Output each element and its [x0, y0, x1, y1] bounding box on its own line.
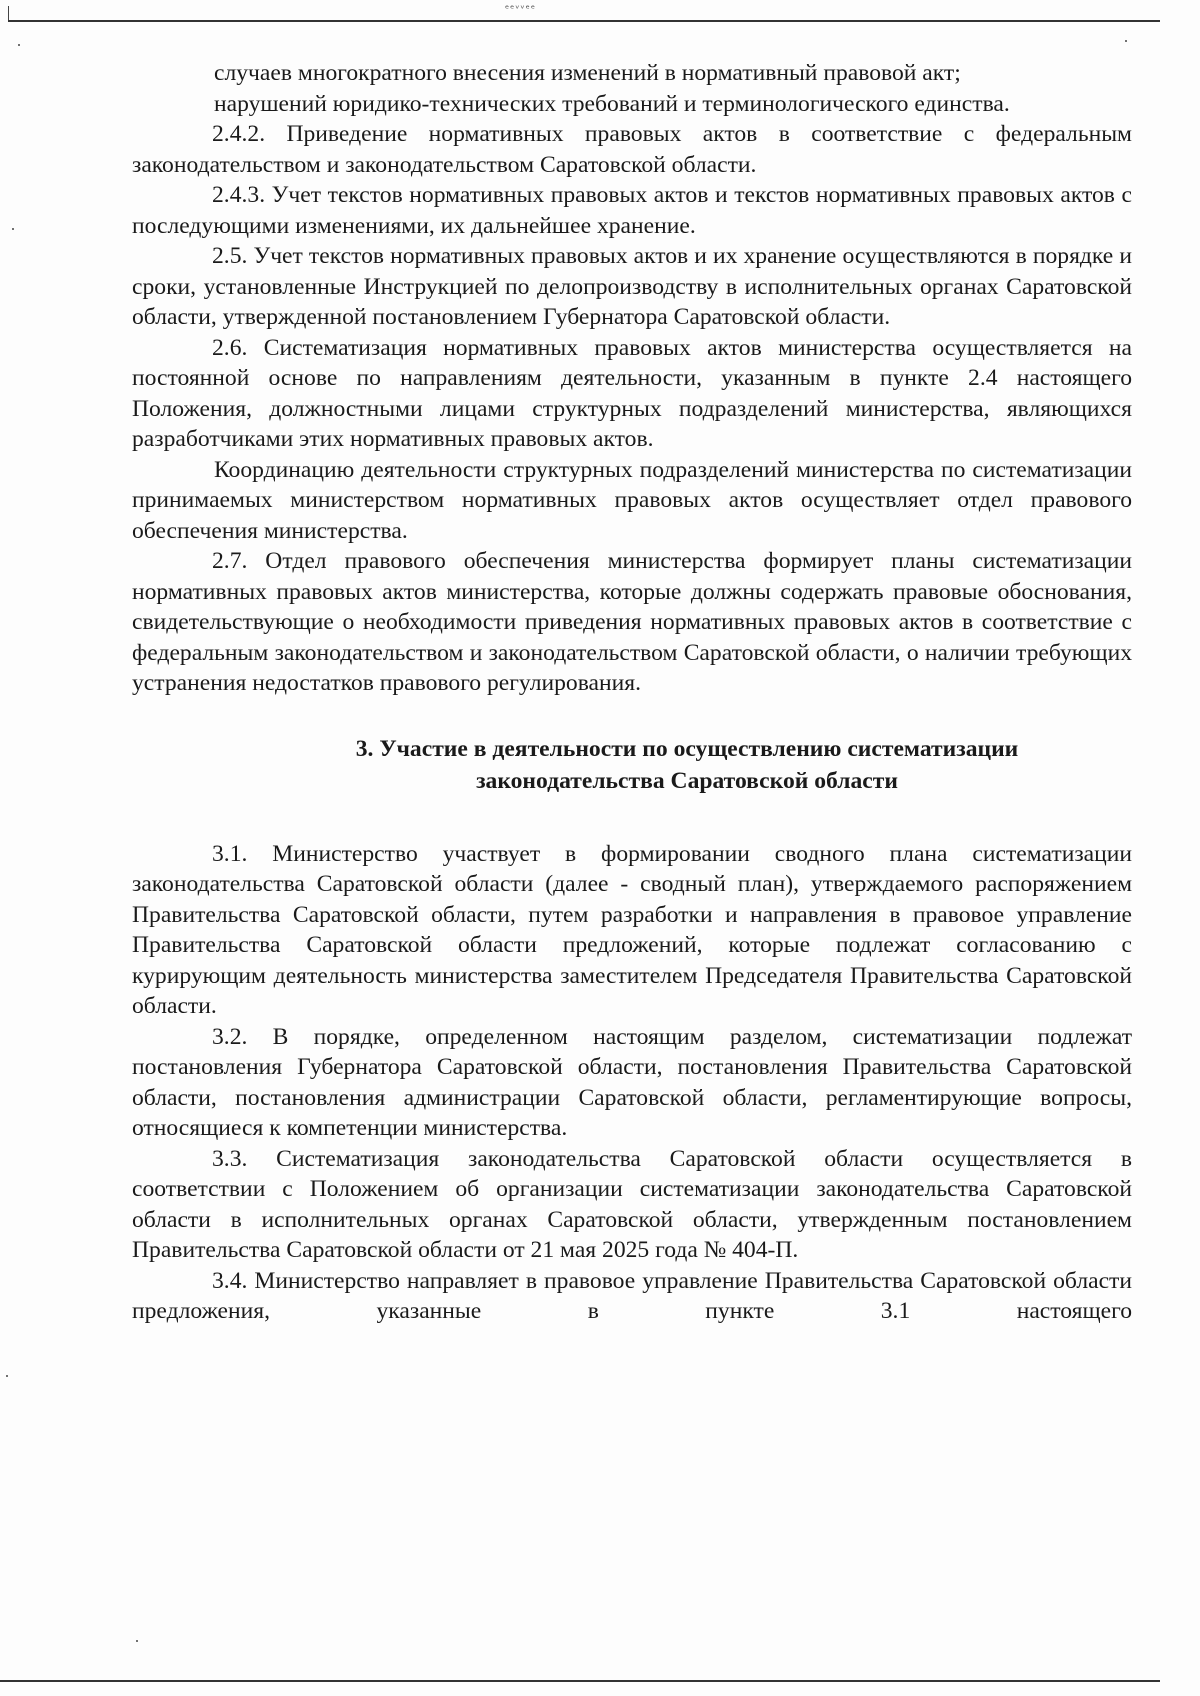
scan-speck — [1125, 40, 1127, 42]
paragraph-list-item: нарушений юридико-технических требований и терминологического единства. — [214, 90, 1010, 117]
scan-speck — [136, 1640, 138, 1642]
paragraph-item-2-5: 2.5. Учет текстов нормативных правовых актов и их хранение осуществляются в порядке и сроки, установленные Инструкцией по делопроизводству в исполнительных органах Саратовской области, утвержденной постановлением Губернатора Саратовской области. — [132, 243, 1132, 330]
scan-speck — [6, 1375, 8, 1377]
paragraph-item-3-4: 3.4. Министерство направляет в правовое управление Правительства Саратовской области предложения, указанные в пункте 3.1 настоящего — [132, 1267, 1132, 1324]
paragraph-item-2-4-3: 2.4.3. Учет текстов нормативных правовых актов и текстов нормативных правовых актов с последующими изменениями, их дальнейшее хранение. — [132, 182, 1132, 239]
document-body — [132, 58, 1132, 1327]
header-mark: ᵉᵉᵛᵛᵉᵉ — [505, 4, 537, 15]
paragraph-item-2-7: 2.7. Отдел правового обеспечения министерства формирует планы систематизации нормативных правовых актов министерства, которые должны содержать правовые обоснования, свидетельствующие о необходимости приведения нормативных правовых актов в соответствие с федеральным законодательством и законодательством Саратовской области, о наличии требующих устранения недостатков правового регулирования. — [132, 548, 1132, 696]
top-border-line — [8, 20, 1160, 22]
bottom-border-line — [0, 1680, 1160, 1682]
scan-speck — [12, 228, 14, 230]
section-heading-line2: законодательства Саратовской области — [476, 767, 898, 794]
section-heading — [132, 733, 1132, 797]
paragraph-item-2-6: 2.6. Систематизация нормативных правовых актов министерства осуществляется на постоянной основе по направлениям деятельности, указанным в пункте 2.4 настоящего Положения, должностными лицами структурных подразделений министерства, являющихся разработчиками этих нормативных правовых актов. — [132, 334, 1132, 452]
paragraph-coordination: Координацию деятельности структурных подразделений министерства по систематизации принимаемых министерством нормативных правовых актов осуществляет отдел правового обеспечения министерства. — [132, 456, 1132, 544]
paragraph-item-3-3: 3.3. Систематизация законодательства Саратовской области осуществляется в соответствии с Положением об организации систематизации законодательства Саратовской области в исполнительных органах Саратовской области, утвержденным постановлением Правительства Саратовской области от 21 мая 2025 года № 404-П. — [132, 1145, 1132, 1263]
paragraph-item-2-4-2: 2.4.2. Приведение нормативных правовых актов в соответствие с федеральным законодательством и законодательством Саратовской области. — [132, 121, 1132, 178]
paragraph-item-3-2: 3.2. В порядке, определенном настоящим разделом, систематизации подлежат постановления Губернатора Саратовской области, постановления Правительства Саратовской области, постановления администрации Саратовской области, регламентирующие вопросы, относящиеся к компетенции министерства. — [132, 1023, 1132, 1141]
paragraph-list-item: случаев многократного внесения изменений в нормативный правовой акт; — [214, 60, 961, 86]
section-heading-line1: 3. Участие в деятельности по осуществлению систематизации — [355, 735, 1019, 762]
paragraph-item-3-1: 3.1. Министерство участвует в формировании сводного плана систематизации законодательства Саратовской области (далее - сводный план), утверждаемого распоряжением Правительства Саратовской области, путем разработки и направления в правовое управление Правительства Саратовской области предложений, которые подлежат согласованию с курирующим деятельность министерства заместителем Председателя Правительства Саратовской области. — [132, 840, 1132, 1019]
scan-speck — [18, 44, 20, 46]
scan-edge-mark — [8, 6, 9, 20]
